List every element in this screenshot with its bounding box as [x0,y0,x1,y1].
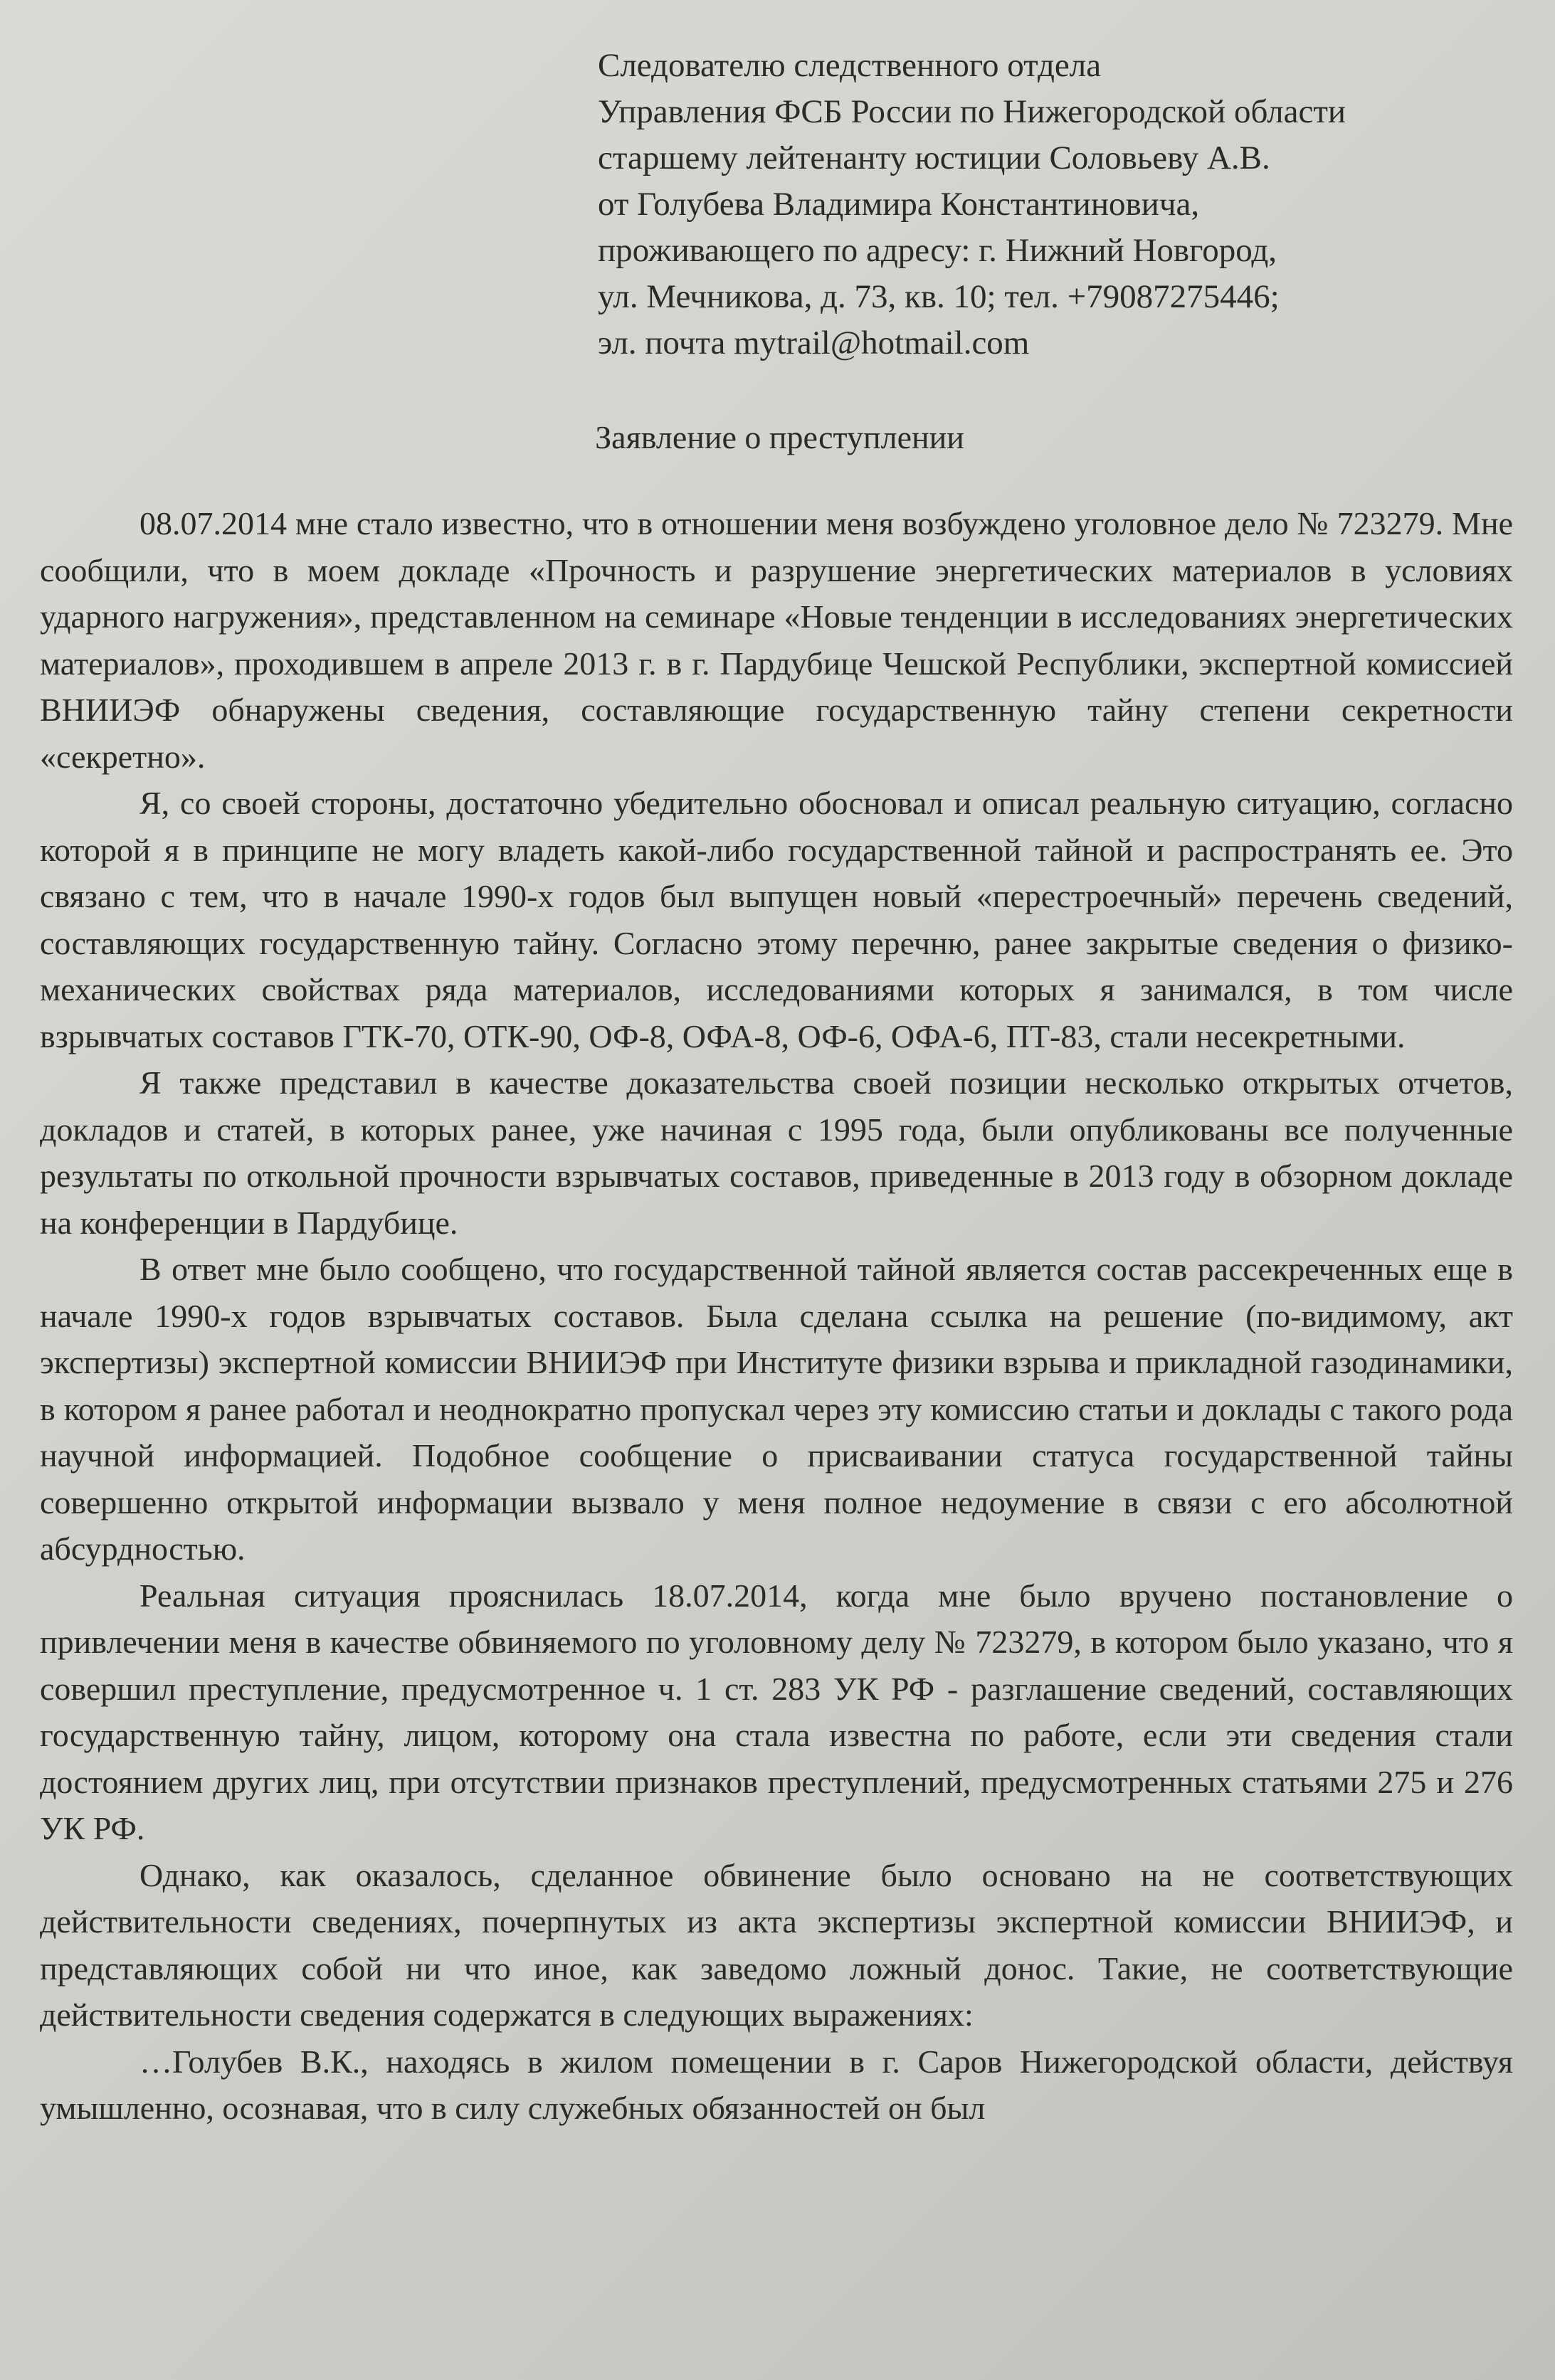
sender-line: от Голубева Владимира Константиновича, [598,186,1200,223]
body-paragraph: В ответ мне было сообщено, что государственной тайной является состав рассекреченных еще в начале 1990-х годов взрывчатых составов. Была сделана ссылка на решение (по-видимому, акт экспертизы) экспертной комиссии ВНИИЭФ при Институте физики взрыва и прикладной газодинамики, в котором я ранее работал и неоднократно пропускал через эту комиссию статьи и доклады с такого рода научной информацией. Подобное сообщение о присваивании статуса государственной тайны совершенно открытой информации вызвало у меня полное недоумение в связи с его абсолютной абсурдностью. [40,1251,1513,1567]
addressee-line: старшему лейтенанту юстиции Соловьеву А.В. [598,139,1270,176]
body-paragraph: Однако, как оказалось, сделанное обвинение было основано на не соответствующих действительности сведениях, почерпнутых из акта экспертизы экспертной комиссии ВНИИЭФ, и представляющих собой ни что иное, как заведомо ложный донос. Такие, не соответствующие действительности сведения содержатся в следующих выражениях: [40,1856,1513,2033]
body-paragraph: Я также представил в качестве доказательства своей позиции несколько открытых отчетов, докладов и статей, в которых ранее, уже начиная с 1995 года, были опубликованы все полученные результаты по откольной прочности взрывчатых составов, приведенные в 2013 году в обзорном докладе на конференции в Пардубице. [40,1064,1513,1241]
body-paragraph: 08.07.2014 мне стало известно, что в отношении меня возбуждено уголовное дело № 723279. Мне сообщили, что в моем докладе «Прочность и разрушение энергетических материалов в условиях ударного нагружения», представленном на семинаре «Новые тенденции в исследованиях энергетических материалов», проходившем в апреле 2013 г. в г. Пардубице Чешской Республики, экспертной комиссией ВНИИЭФ обнаружены сведения, составляющие государственную тайну степени секретности «секретно». [40,505,1513,775]
sender-email-line: эл. почта mytrail@hotmail.com [598,324,1030,361]
addressee-block [598,43,1544,366]
body-paragraph: Реальная ситуация прояснилась 18.07.2014, когда мне было вручено постановление о привлечении меня в качестве обвиняемого по уголовному делу № 723279, в котором было указано, что я совершил преступление, предусмотренное ч. 1 ст. 283 УК РФ - разглашение сведений, составляющих государственную тайну, лицом, которому она стала известна по работе, если эти сведения стали достоянием других лиц, при отсутствии признаков преступлений, предусмотренных статьями 275 и 276 УК РФ. [40,1577,1513,1846]
document-body [40,500,1513,2132]
addressee-line: Следователю следственного отдела [598,47,1102,84]
body-paragraph: Я, со своей стороны, достаточно убедительно обосновал и описал реальную ситуацию, согласно которой я в принципе не могу владеть какой-либо государственной тайной и распространять ее. Это связано с тем, что в начале 1990-х годов был выпущен новый «перестроечный» перечень сведений, составляющих государственную тайну. Согласно этому перечню, ранее закрытые сведения о физико-механических свойствах ряда материалов, исследованиями которых я занимался, в том числе взрывчатых составов ГТК-70, ОТК-90, ОФ-8, ОФА-8, ОФ-6, ОФА-6, ПТ-83, стали несекретными. [40,785,1513,1054]
sender-address-line: ул. Мечникова, д. 73, кв. 10; тел. +79087275446; [598,278,1280,315]
body-paragraph: …Голубев В.К., находясь в жилом помещении в г. Саров Нижегородской области, действуя умышленно, осознавая, что в силу служебных обязанностей он был [40,2043,1513,2126]
sender-address-line: проживающего по адресу: г. Нижний Новгород, [598,232,1277,269]
document-title: Заявление о преступлении [595,419,964,455]
addressee-line: Управления ФСБ России по Нижегородской области [598,93,1346,130]
